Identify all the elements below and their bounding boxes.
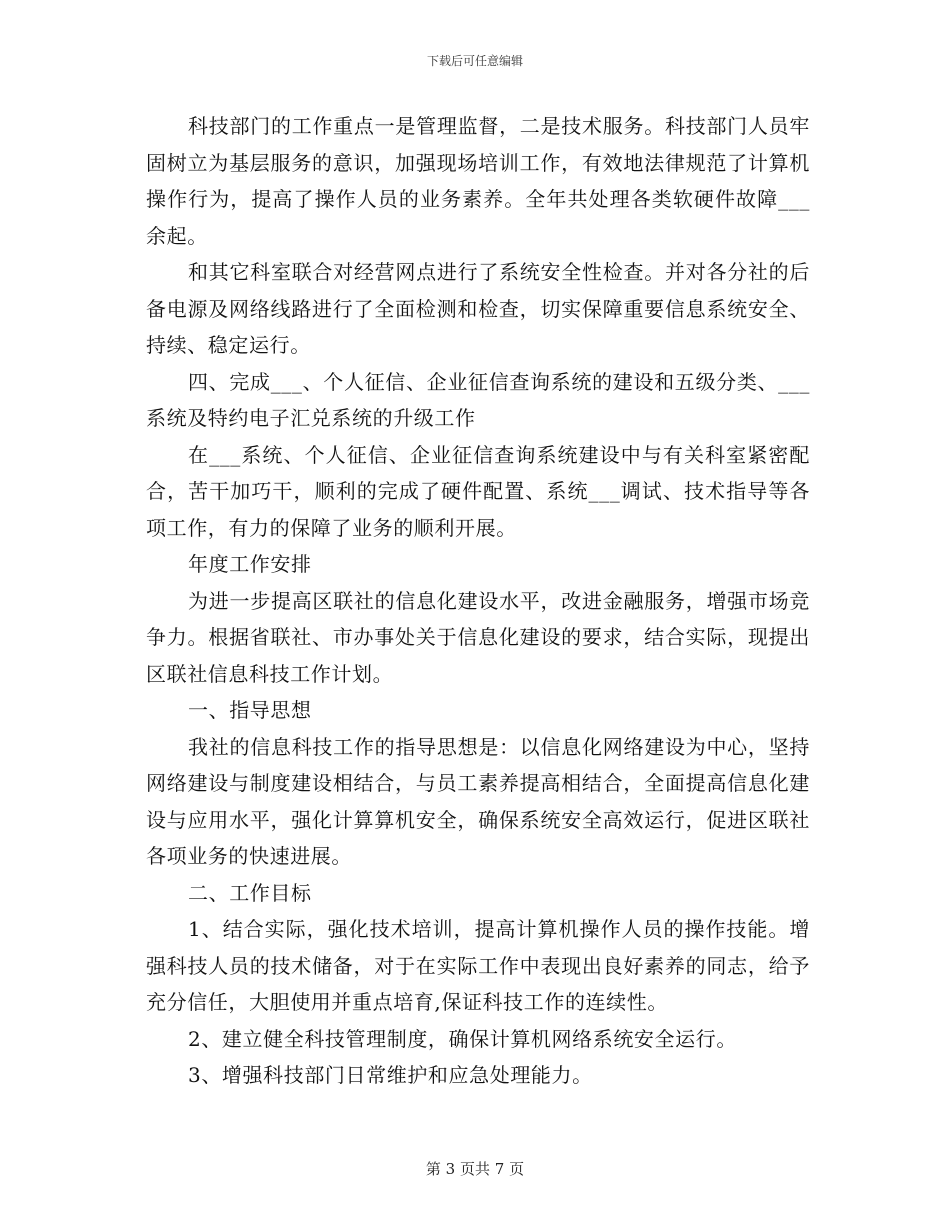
list-item-goal-2: 2、建立健全科技管理制度，确保计算机网络系统安全运行。 bbox=[188, 1026, 737, 1051]
document-body bbox=[146, 108, 810, 1094]
list-item-goal-1: 1、结合实际，强化技术培训，提高计算机操作人员的操作技能。增强科技人员的技术储备，对于在实际工作中表现出良好素养的同志，给予充分信任，大胆使用并重点培育,保证科技工作的连续性。 bbox=[146, 917, 810, 1014]
list-item-goal-3: 3、增强科技部门日常维护和应急处理能力。 bbox=[188, 1063, 593, 1087]
paragraph-8: 我社的信息科技工作的指导思想是：以信息化网络建设为中心，坚持网络建设与制度建设相结合，与员工素养提高相结合，全面提高信息化建设与应用水平，强化计算算机安全，确保系统安全高效运行，促进区联社各项业务的快速进展。 bbox=[146, 734, 810, 868]
paragraph-6: 为进一步提高区联社的信息化建设水平，改进金融服务，增强市场竞争力。根据省联社、市办事处关于信息化建设的要求，结合实际，现提出区联社信息科技工作计划。 bbox=[146, 588, 810, 686]
section-heading-annual-plan: 年度工作安排 bbox=[188, 552, 312, 576]
paragraph-3: 四、完成___、个人征信、企业征信查询系统的建设和五级分类、___系统及特约电子汇兑系统的升级工作 bbox=[146, 369, 810, 430]
paragraph-2: 和其它科室联合对经营网点进行了系统安全性检查。并对各分社的后备电源及网络线路进行了全面检测和检查，切实保障重要信息系统安全、持续、稳定运行。 bbox=[146, 260, 810, 357]
paragraph-1: 科技部门的工作重点一是管理监督，二是技术服务。科技部门人员牢固树立为基层服务的意识，加强现场培训工作，有效地法律规范了计算机操作行为，提高了操作人员的业务素养。全年共处理各类软硬件故障___余起。 bbox=[146, 114, 810, 248]
section-heading-guiding-ideology: 一、指导思想 bbox=[188, 698, 312, 722]
paragraph-4: 在___系统、个人征信、企业征信查询系统建设中与有关科室紧密配合，苦干加巧干，顺利的完成了硬件配置、系统___调试、技术指导等各项工作，有力的保障了业务的顺利开展。 bbox=[146, 442, 810, 540]
section-heading-work-goals: 二、工作目标 bbox=[188, 880, 312, 905]
page-number: 第 3 页共 7 页 bbox=[425, 1160, 525, 1178]
page-header: 下载后可任意编辑 bbox=[426, 54, 523, 68]
